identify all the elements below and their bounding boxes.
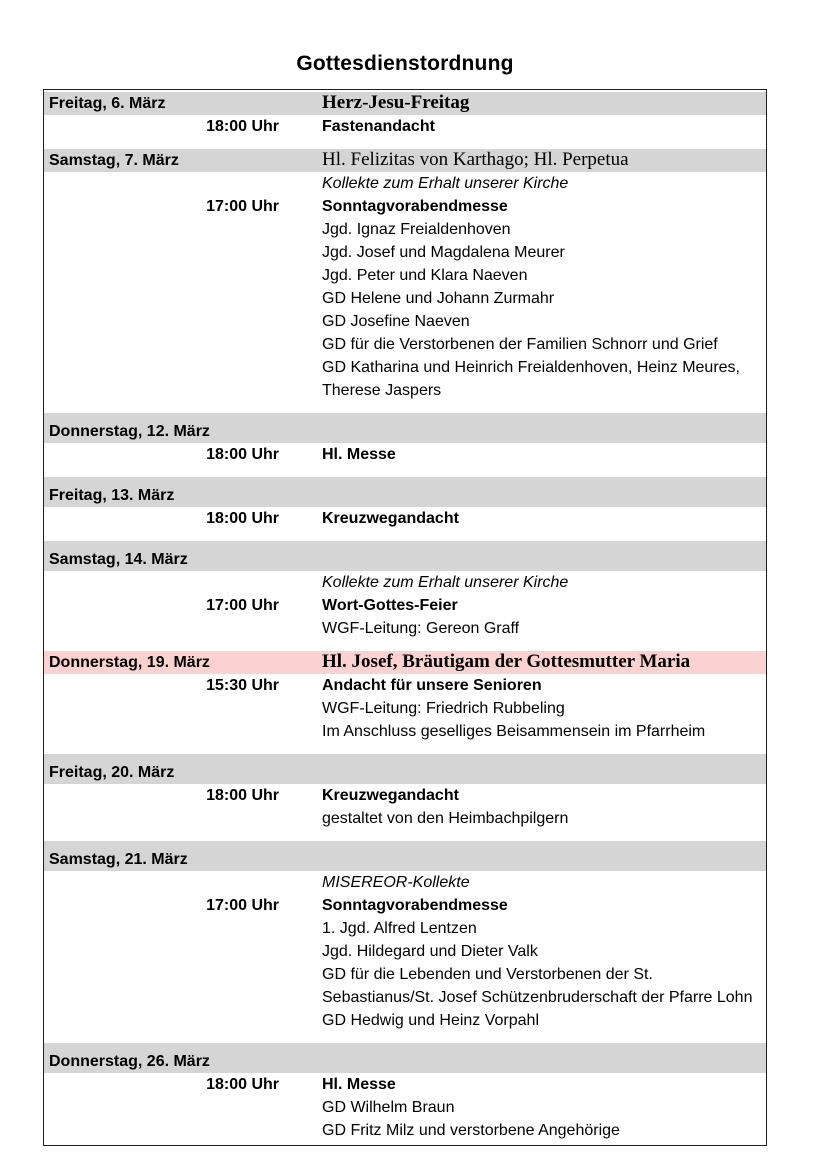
section-header-row [44, 1043, 766, 1073]
entry-text: GD Josefine Naeven [322, 313, 470, 330]
schedule-entry-row [44, 115, 766, 138]
entry-text: GD für die Lebenden und Verstorbenen der St. Sebastianus/St. Josef Schützenbruderschaft der Pfarre Lohn [322, 966, 753, 1006]
schedule-entry-row [44, 894, 766, 917]
section-feast [322, 841, 766, 864]
schedule-section [44, 651, 766, 743]
section-header-row [44, 149, 766, 172]
section-date: Donnerstag, 12. März [49, 423, 210, 440]
entry-text: Sonntagvorabendmesse [322, 897, 508, 914]
entry-text: Jgd. Peter und Klara Naeven [322, 267, 528, 284]
section-date: Donnerstag, 19. März [49, 654, 210, 671]
entry-time: 17:00 Uhr [206, 597, 279, 614]
schedule-entry-row [44, 1096, 766, 1119]
entry-text: GD Wilhelm Braun [322, 1099, 455, 1116]
section-date: Donnerstag, 26. März [49, 1053, 210, 1070]
entry-text: Andacht für unsere Senioren [322, 677, 542, 694]
section-date: Samstag, 14. März [49, 551, 188, 568]
schedule-entry-row [44, 697, 766, 720]
schedule-entry-row [44, 507, 766, 530]
entry-text: Fastenandacht [322, 118, 435, 135]
section-feast: Hl. Josef, Bräutigam der Gottesmutter Maria [322, 651, 691, 672]
entry-text: Kollekte zum Erhalt unserer Kirche [322, 574, 569, 591]
entry-time: 17:00 Uhr [206, 897, 279, 914]
schedule-entry-row [44, 674, 766, 697]
section-feast: Hl. Felizitas von Karthago; Hl. Perpetua [322, 149, 629, 170]
entry-text: 1. Jgd. Alfred Lentzen [322, 920, 477, 937]
section-feast [322, 1043, 766, 1066]
entry-text: Kreuzwegandacht [322, 787, 459, 804]
entry-text: WGF-Leitung: Friedrich Rubbeling [322, 700, 565, 717]
section-feast [322, 541, 766, 564]
entry-text: Sonntagvorabendmesse [322, 198, 508, 215]
section-date: Freitag, 20. März [49, 764, 175, 781]
schedule-section [44, 477, 766, 530]
schedule-entry-row [44, 720, 766, 743]
section-header-row [44, 651, 766, 674]
section-feast [322, 477, 766, 500]
section-header-row [44, 413, 766, 443]
schedule-entry-row [44, 807, 766, 830]
schedule-table [43, 89, 767, 1146]
entry-text: Jgd. Ignaz Freialdenhoven [322, 221, 511, 238]
schedule-entry-row [44, 264, 766, 287]
schedule-entry-row [44, 195, 766, 218]
entry-text: Kollekte zum Erhalt unserer Kirche [322, 175, 569, 192]
section-date: Freitag, 13. März [49, 487, 175, 504]
schedule-section [44, 541, 766, 640]
schedule-entry-row [44, 617, 766, 640]
schedule-section [44, 841, 766, 1032]
schedule-entry-row [44, 333, 766, 356]
schedule-entry-row [44, 1119, 766, 1142]
entry-text: GD Helene und Johann Zurmahr [322, 290, 555, 307]
entry-time: 18:00 Uhr [206, 446, 279, 463]
entry-text: GD Fritz Milz und verstorbene Angehörige [322, 1122, 620, 1139]
section-header-row [44, 841, 766, 871]
section-date: Samstag, 21. März [49, 851, 188, 868]
schedule-entry-row [44, 784, 766, 807]
schedule-entry-row [44, 287, 766, 310]
section-header-row [44, 541, 766, 571]
schedule-section [44, 149, 766, 402]
entry-text: Hl. Messe [322, 1076, 396, 1093]
schedule-entry-row [44, 1073, 766, 1096]
schedule-entry-row [44, 241, 766, 264]
entry-text: GD für die Verstorbenen der Familien Schnorr und Grief [322, 336, 718, 353]
entry-text: GD Katharina und Heinrich Freialdenhoven, Heinz Meures, Therese Jaspers [322, 359, 740, 399]
schedule-entry-row [44, 594, 766, 617]
entry-text: gestaltet von den Heimbachpilgern [322, 810, 569, 827]
entry-text: MISEREOR-Kollekte [322, 874, 470, 891]
entry-text: WGF-Leitung: Gereon Graff [322, 620, 520, 637]
schedule-entry-row [44, 571, 766, 594]
entry-text: Wort-Gottes-Feier [322, 597, 458, 614]
schedule-entry-row [44, 310, 766, 333]
section-feast: Herz-Jesu-Freitag [322, 92, 470, 113]
section-header-row [44, 754, 766, 784]
entry-time: 17:00 Uhr [206, 198, 279, 215]
entry-time: 15:30 Uhr [206, 677, 279, 694]
schedule-section [44, 92, 766, 138]
entry-time: 18:00 Uhr [206, 510, 279, 527]
schedule-entry-row [44, 1009, 766, 1032]
entry-time: 18:00 Uhr [206, 1076, 279, 1093]
section-date: Samstag, 7. März [49, 152, 179, 169]
schedule-entry-row [44, 963, 766, 1009]
entry-text: Hl. Messe [322, 446, 396, 463]
entry-time: 18:00 Uhr [206, 787, 279, 804]
entry-text: GD Hedwig und Heinz Vorpahl [322, 1012, 540, 1029]
schedule-section [44, 754, 766, 830]
document-page [43, 0, 767, 1146]
schedule-entry-row [44, 940, 766, 963]
schedule-entry-row [44, 356, 766, 402]
schedule-entry-row [44, 917, 766, 940]
page-title: Gottesdienstordnung [296, 52, 514, 75]
section-feast [322, 754, 766, 777]
schedule-section [44, 1043, 766, 1142]
entry-text: Im Anschluss geselliges Beisammensein im Pfarrheim [322, 723, 706, 740]
schedule-entry-row [44, 443, 766, 466]
entry-text: Jgd. Josef und Magdalena Meurer [322, 244, 565, 261]
schedule-section [44, 413, 766, 466]
schedule-entry-row [44, 172, 766, 195]
section-feast [322, 413, 766, 436]
section-header-row [44, 477, 766, 507]
entry-text: Jgd. Hildegard und Dieter Valk [322, 943, 538, 960]
entry-text: Kreuzwegandacht [322, 510, 459, 527]
section-header-row [44, 92, 766, 115]
entry-time: 18:00 Uhr [206, 118, 279, 135]
section-date: Freitag, 6. März [49, 95, 166, 112]
schedule-entry-row [44, 218, 766, 241]
schedule-entry-row [44, 871, 766, 894]
